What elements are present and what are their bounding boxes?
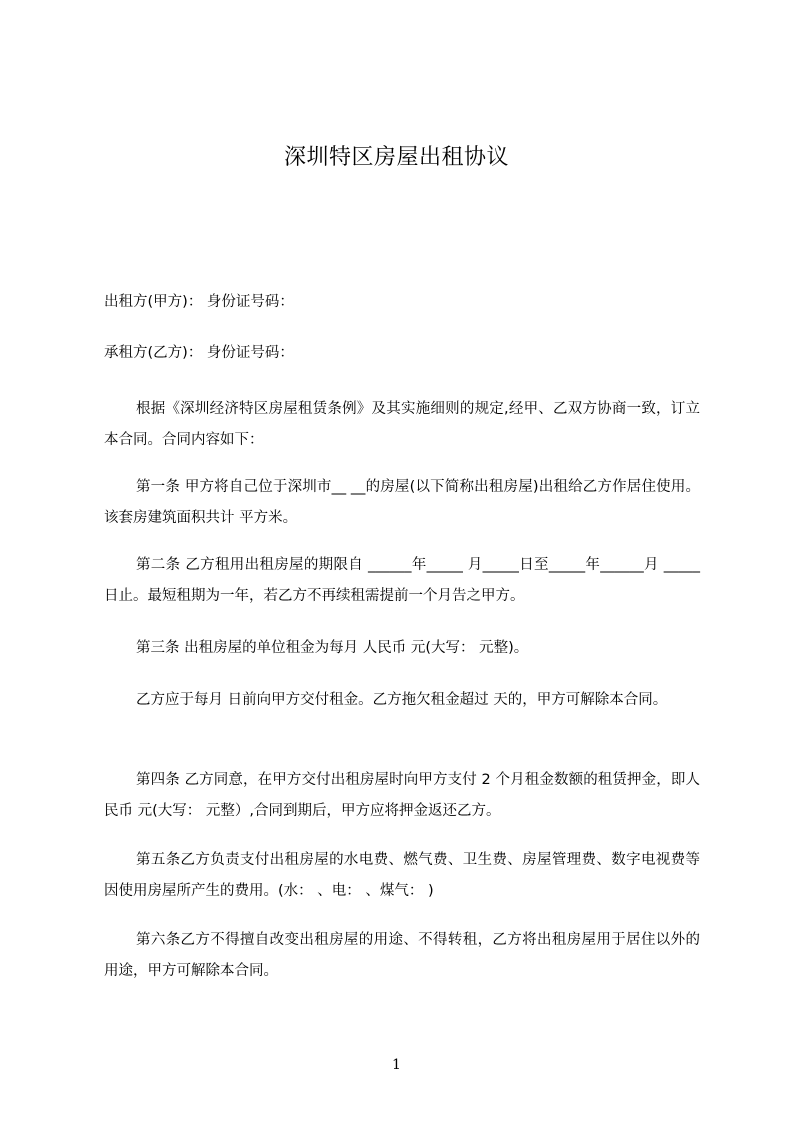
article-3-paragraph: 第三条 出租房屋的单位租金为每月 人民币 元(大写： 元整)。 [136,640,529,656]
lessor-line: 出租方(甲方)： 身份证号码： [104,294,294,310]
lessee-line: 承租方(乙方)： 身份证号码： [104,345,294,361]
article-4-paragraph: 第四条 乙方同意，在甲方交付出租房屋时向甲方支付 2 个月租金数额的租赁押金，即人民币 元(大写： 元整）,合同到期后，甲方应将押金返还乙方。 [104,772,700,819]
preamble-paragraph: 根据《深圳经济特区房屋租赁条例》及其实施细则的规定,经甲、乙双方协商一致，订立本合同。合同内容如下： [104,401,700,448]
article-3-continuation-paragraph: 乙方应于每月 日前向甲方交付租金。乙方拖欠租金超过 天的，甲方可解除本合同。 [136,692,668,708]
article-5-paragraph: 第五条乙方负责支付出租房屋的水电费、燃气费、卫生费、房屋管理费、数字电视费等因使用房屋所产生的费用。(水： 、电： 、煤气： ) [104,852,700,899]
document-title: 深圳特区房屋出租协议 [283,145,509,170]
article-1-paragraph: 第一条 甲方将自己位于深圳市__ __的房屋(以下简称出租房屋)出租给乙方作居住使用。该套房建筑面积共计 平方米。 [104,479,700,526]
article-6-paragraph: 第六条乙方不得擅自改变出租房屋的用途、不得转租，乙方将出租房屋用于居住以外的用途，甲方可解除本合同。 [104,932,700,979]
article-2-paragraph: 第二条 乙方租用出租房屋的期限自 ______年_____ 月_____日至_____年______月 _____日止。最短租期为一年，若乙方不再续租需提前一个月告之甲方。 [104,557,700,604]
page-number: 1 [392,1057,401,1073]
